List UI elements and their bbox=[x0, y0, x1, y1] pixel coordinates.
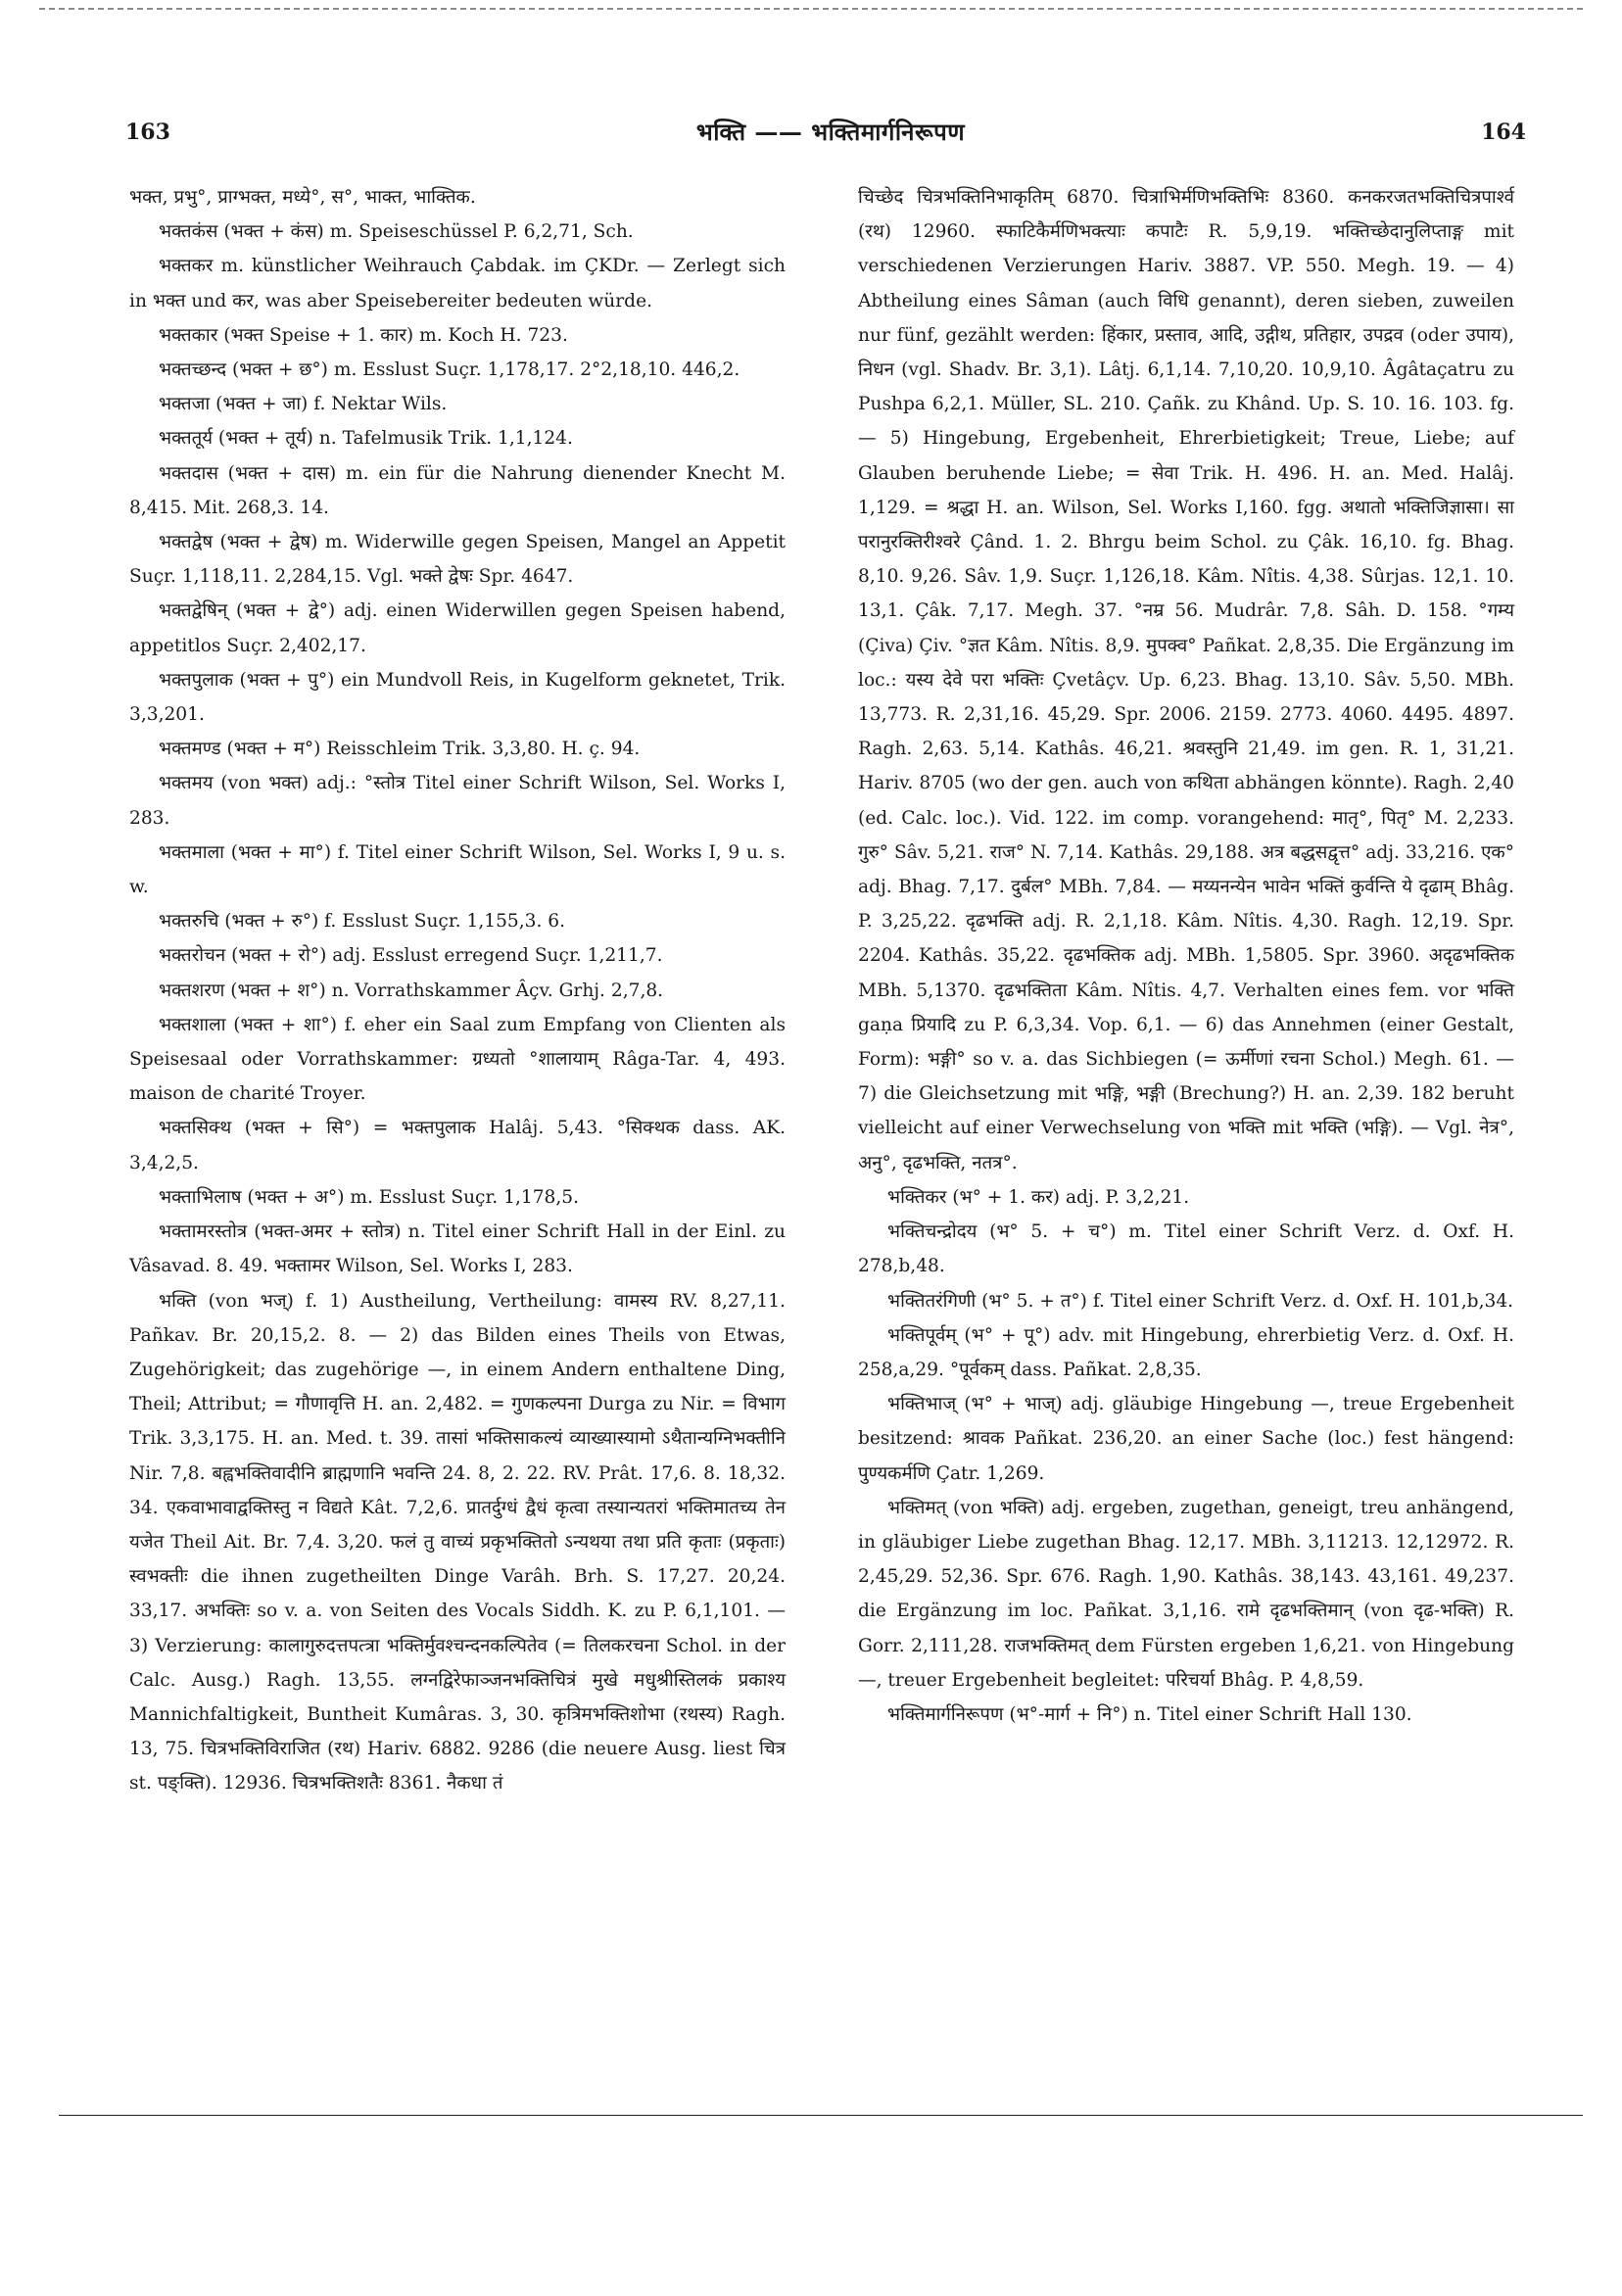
entry-paragraph: भक्तिचन्द्रोदय (भ° 5. + च°) m. Titel einer Schrift Verz. d. Oxf. H. 278,b,48. bbox=[858, 1221, 1514, 1277]
entry-paragraph: भक्तपुलाक (भक्त + पु°) ein Mundvoll Reis, in Kugelform geknetet, Trik. 3,3,201. bbox=[129, 669, 786, 726]
entry-paragraph: भक्तिकर (भ° + 1. कर) adj. P. 3,2,21. bbox=[887, 1186, 1190, 1208]
entry-paragraph: भक्तसिक्थ (भक्त + सि°) = भक्तपुलाक Halâj. 5,43. °सिक्थक dass. AK. 3,4,2,5. bbox=[129, 1118, 786, 1173]
entry-paragraph: भक्तकर m. künstlicher Weihrauch Çabdak. im ÇKDr. — Zerlegt sich in भक्त und कर, was aber Speisebereiter bedeuten würde. bbox=[129, 256, 786, 311]
page-number-right: 164 bbox=[1481, 120, 1526, 145]
left-column bbox=[129, 180, 786, 1801]
entry-paragraph: भक्तशरण (भक्त + श°) n. Vorrathskammer Âçv. Grhj. 2,7,8. bbox=[159, 980, 664, 1001]
entry-paragraph: भक्तिमार्गनिरूपण (भ°-मार्ग + नि°) n. Titel einer Schrift Hall 130. bbox=[887, 1703, 1412, 1725]
entry-paragraph: भक्तमय (von भक्त) adj.: °स्तोत्र Titel einer Schrift Wilson, Sel. Works I, 283. bbox=[129, 773, 786, 829]
entry-paragraph: भक्तकंस (भक्त + कंस) m. Speiseschüssel P. 6,2,71, Sch. bbox=[159, 221, 634, 243]
entry-paragraph: चिच्छेद चित्रभक्तिनिभाकृतिम् 6870. चित्राभिर्मणिभक्तिभिः 8360. कनकरजतभक्तिचित्रपार्श्व (रथ) 12960. स्फाटिकैर्मणिभक्त्याः कपाटैः R. 5,9,19. भक्तिच्छेदानुलिप्ताङ्ग mit verschiedenen Verzierungen Hariv. 3887. VP. 550. Megh. 19. — 4) Abtheilung eines Sâman (auch विधि genannt), deren sieben, zuweilen nur fünf, gezählt werden: हिंकार, प्रस्ताव, आदि, उद्गीथ, प्रतिहार, उपद्रव (oder उपाय), निधन (vgl. Shadv. Br. 3,1). Lâtj. 6,1,14. 7,10,20. 10,9,10. Âgâtaçatru zu Pushpa 6,2,1. Müller, SL. 210. Çañk. zu Khând. Up. S. 10. 16. 103. fg. — 5) Hingebung, Ergebenheit, Ehrerbietigkeit; Treue, Liebe; auf Glauben beruhende Liebe; = सेवा Trik. H. 496. H. an. Med. Halâj. 1,129. = श्रद्धा H. an. Wilson, Sel. Works I,160. fgg. अथातो भक्तिजिज्ञासा। सा परानुरक्तिरीश्वरे Çând. 1. 2. Bhrgu beim Schol. zu Çâk. 16,10. fg. Bhag. 8,10. 9,26. Sâv. 1,9. Suçr. 1,126,18. Kâm. Nîtis. 4,38. Sûrjas. 12,1. 10. 13,1. Çâk. 7,17. Megh. 37. °नम्र 56. Mudrâr. 7,8. Sâh. D. 158. °गम्य (Çiva) Çiv. °ज्ञत Kâm. Nîtis. 8,9. मुपक्व° Pañkat. 2,8,35. Die Ergänzung im loc.: यस्य देवे परा भक्तिः Çvetâçv. Up. 6,23. Bhag. 13,10. Sâv. 5,50. MBh. 13,773. R. 2,31,16. 45,29. Spr. 2006. 2159. 2773. 4060. 4495. 4897. Ragh. 2,63. 5,14. Kathâs. 46,21. श्रवस्तुनि 21,49. im gen. R. 1, 31,21. Hariv. 8705 (wo der gen. auch von कथिता abhängen könnte). Ragh. 2,40 (ed. Calc. loc.). Vid. 122. im comp. vorangehend: मातृ°, पितृ° M. 2,233. गुरु° Sâv. 5,21. राज° N. 7,14. Kathâs. 29,188. अत्र बद्धसद्वृत्त° adj. 33,216. एक° adj. Bhag. 7,17. दुर्बल° MBh. 7,84. — मय्यनन्येन भावेन भक्तिं कुर्वन्ति ये दृढाम् Bhâg. P. 3,25,22. दृढभक्ति adj. R. 2,1,18. Kâm. Nîtis. 4,30. Ragh. 12,19. Spr. 2204. Kathâs. 35,22. दृढभक्तिक adj. MBh. 1,5805. Spr. 3960. अदृढभक्तिक MBh. 5,1370. दृढभक्तिता Kâm. Nîtis. 4,7. Verhalten eines fem. vor भक्ति gaṇa प्रियादि zu P. 6,3,34. Vop. 6,1. — 6) das Annehmen (einer Gestalt, Form): भङ्गी° so v. a. das Sichbiegen (= ऊर्मीणां रचना Schol.) Megh. 61. — 7) die Gleichsetzung mit भङ्गि, भङ्गी (Brechung?) H. an. 2,39. 182 beruht vielleicht auf einer Verwechselung von भक्ति mit भक्ति (भङ्गि). — Vgl. नेत्र°, अनु°, दृढभक्ति, नतत्र°. bbox=[858, 187, 1514, 1173]
running-title: भक्ति —— भक्तिमार्गनिरूपण bbox=[695, 118, 966, 146]
entry-paragraph: भक्तरोचन (भक्त + रो°) adj. Esslust erregend Suçr. 1,211,7. bbox=[159, 945, 663, 967]
entry-paragraph: भक्तद्वेषिन् (भक्त + द्वे°) adj. einen Widerwillen gegen Speisen habend, appetitlos Suçr. 2,402,17. bbox=[129, 600, 786, 656]
entry-paragraph: भक्तामरस्तोत्र (भक्त-अमर + स्तोत्र) n. Titel einer Schrift Hall in der Einl. zu Vâsavad. 8. 49. भक्तामर Wilson, Sel. Works I, 283. bbox=[129, 1221, 786, 1277]
entry-paragraph: भक्तच्छन्द (भक्त + छ°) m. Esslust Suçr. 1,178,17. 2°2,18,10. 446,2. bbox=[159, 359, 740, 381]
entry-paragraph: भक्तमण्ड (भक्त + म°) Reisschleim Trik. 3,3,80. H. ç. 94. bbox=[159, 739, 641, 760]
entry-paragraph: भक्ताभिलाष (भक्त + अ°) m. Esslust Suçr. 1,178,5. bbox=[159, 1186, 580, 1208]
entry-paragraph: भक्ति (von भज्) f. 1) Austheilung, Vertheilung: वामस्य RV. 8,27,11. Pañkav. Br. 20,15,2. 8. — 2) das Bilden eines Theils von Etwas, Zugehörigkeit; das zugehörige —, in einem Andern enthaltene Ding, Theil; Attribut; = गौणावृत्ति H. an. 2,482. = गुणकल्पना Durga zu Nir. = विभाग Trik. 3,3,175. H. an. Med. t. 39. तासां भक्तिसाकल्यं व्याख्यास्यामो ऽथैतान्यग्निभक्तीनि Nir. 7,8. बह्वभक्तिवादीनि ब्राह्मणानि भवन्ति 24. 8, 2. 22. RV. Prât. 17,6. 8. 18,32. 34. एकवाभावाद्वक्तिस्तु न विद्यते Kât. 7,2,6. प्रातर्दुग्धं द्वैधं कृत्वा तस्यान्यतरां भक्तिमातच्य तेन यजेत Theil Ait. Br. 7,4. 3,20. फलं तु वाच्यं प्रकृभक्तितो ऽन्यथया तथा प्रति कृताः (प्रकृताः) स्वभक्तीः die ihnen zugetheilten Dinge Varâh. Brh. S. 17,27. 20,24. 33,17. अभक्तिः so v. a. von Seiten des Vocals Siddh. K. zu P. 6,1,101. — 3) Verzierung: कालागुरुदत्तपत्त्रा भक्तिर्मुवश्चन्दनकल्पितेव (= तिलकरचना Schol. in der Calc. Ausg.) Ragh. 13,55. लग्नद्विरेफाञ्जनभक्तिचित्रं मुखे मधुश्रीस्तिलकं प्रकाश्य Mannichfaltigkeit, Buntheit Kumâras. 3, 30. कृत्रिमभक्तिशोभा (रथस्य) Ragh. 13, 75. चित्रभक्तिविराजित (रथ) Hariv. 6882. 9286 (die neuere Ausg. liest चित्र st. पङ्क्ति). 12936. चित्रभक्तिशतैः 8361. नैकधा तं bbox=[129, 1290, 786, 1794]
entry-paragraph: भक्तिमत् (von भक्ति) adj. ergeben, zugethan, geneigt, treu anhängend, in gläubiger Liebe zugethan Bhag. 12,17. MBh. 3,11213. 12,12972. R. 2,45,29. 52,36. Spr. 676. Ragh. 1,90. Kathâs. 38,143. 43,161. 49,237. die Ergänzung im loc. Pañkat. 3,1,16. रामे दृढभक्तिमान् (von दृढ-भक्ति) R. Gorr. 2,111,28. राजभक्तिमत् dem Fürsten ergeben 1,6,21. von Hingebung —, treuer Ergebenheit begleitet: परिचर्या Bhâg. P. 4,8,59. bbox=[858, 1497, 1514, 1691]
entry-paragraph: भक्तितरंगिणी (भ° 5. + त°) f. Titel einer Schrift Verz. d. Oxf. H. 101,b,34. bbox=[887, 1290, 1514, 1312]
entry-paragraph: भक्तजा (भक्त + जा) f. Nektar Wils. bbox=[159, 394, 448, 415]
entry-paragraph: भक्तकार (भक्त Speise + 1. कार) m. Koch H. 723. bbox=[159, 324, 568, 346]
entry-paragraph: भक्तरुचि (भक्त + रु°) f. Esslust Suçr. 1,155,3. 6. bbox=[159, 911, 566, 933]
entry-paragraph: भक्तशाला (भक्त + शा°) f. eher ein Saal zum Empfang von Clienten als Speisesaal oder Vorrathskammer: ग्रध्यतो °शालायाम् Râga-Tar. 4, 493. maison de charité Troyer. bbox=[129, 1014, 786, 1105]
top-dashed-border bbox=[39, 8, 1583, 10]
entry-paragraph: भक्तिभाज् (भ° + भाज्) adj. gläubige Hingebung —, treue Ergebenheit besitzend: श्रावक Pañkat. 236,20. an einer Sache (loc.) fest hängend: पुण्यकर्मणि Çatr. 1,269. bbox=[858, 1394, 1514, 1484]
page-header bbox=[125, 110, 1536, 149]
page-number-left: 163 bbox=[125, 120, 170, 145]
entry-paragraph: भक्ततूर्य (भक्त + तूर्य) n. Tafelmusik Trik. 1,1,124. bbox=[159, 428, 573, 450]
entry-paragraph: भक्तिपूर्वम् (भ° + पू°) adv. mit Hingebung, ehrerbietig Verz. d. Oxf. H. 258,a,29. °पूर्वकम् dass. Pañkat. 2,8,35. bbox=[858, 1324, 1514, 1380]
entry-paragraph: भक्तद्वेष (भक्त + द्वेष) m. Widerwille gegen Speisen, Mangel an Appetit Suçr. 1,118,11. 2,284,15. Vgl. भक्ते द्वेषः Spr. 4647. bbox=[129, 532, 786, 588]
right-column bbox=[858, 180, 1514, 1732]
bottom-rule bbox=[59, 2115, 1583, 2116]
entry-paragraph: भक्तदास (भक्त + दास) m. ein für die Nahrung dienender Knecht M. 8,415. Mit. 268,3. 14. bbox=[129, 462, 786, 518]
entry-paragraph: भक्तमाला (भक्त + मा°) f. Titel einer Schrift Wilson, Sel. Works I, 9 u. s. w. bbox=[129, 841, 786, 898]
entry-paragraph: भक्त, प्रभु°, प्राग्भक्त, मध्ये°, स°, भाक्त, भाक्तिक. bbox=[129, 187, 476, 208]
